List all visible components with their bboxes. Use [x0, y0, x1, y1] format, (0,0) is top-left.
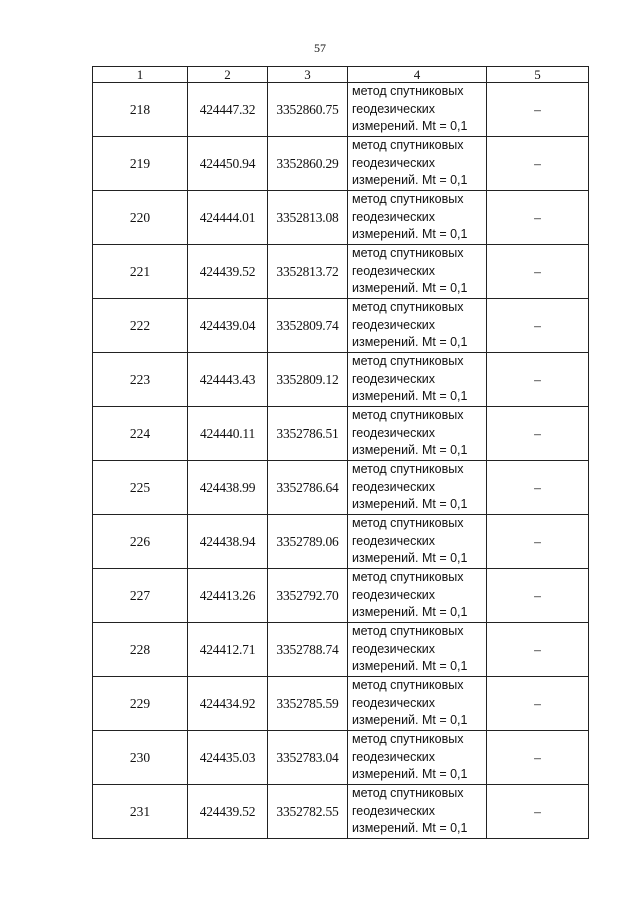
method-line: измерений. Mt = 0,1: [352, 659, 468, 674]
method-line: метод спутниковых: [352, 354, 464, 369]
method-line: измерений. Mt = 0,1: [352, 389, 468, 404]
method-line: измерений. Mt = 0,1: [352, 227, 468, 242]
method-line: геодезических: [352, 803, 436, 818]
note-cell: –: [487, 623, 589, 677]
method-line: метод спутниковых: [352, 732, 464, 747]
method-line: геодезических: [352, 587, 436, 602]
table-row: [93, 137, 589, 191]
table-row: [93, 407, 589, 461]
method-line: метод спутниковых: [352, 192, 464, 207]
method-cell: [348, 461, 487, 515]
note-cell: –: [487, 515, 589, 569]
point-number-cell: 220: [93, 191, 188, 245]
method-line: геодезических: [352, 263, 436, 278]
point-number-cell: 226: [93, 515, 188, 569]
method-line: геодезических: [352, 317, 436, 332]
method-line: метод спутниковых: [352, 678, 464, 693]
x-coordinate-cell: 424443.43: [188, 353, 268, 407]
method-line: метод спутниковых: [352, 408, 464, 423]
method-line: измерений. Mt = 0,1: [352, 551, 468, 566]
x-coordinate-cell: 424444.01: [188, 191, 268, 245]
note-cell: –: [487, 353, 589, 407]
method-cell: [348, 785, 487, 839]
method-line: измерений. Mt = 0,1: [352, 119, 468, 134]
table-row: [93, 677, 589, 731]
column-header-1: 1: [93, 67, 188, 83]
method-line: измерений. Mt = 0,1: [352, 335, 468, 350]
method-cell: [348, 677, 487, 731]
y-coordinate-cell: 3352809.12: [268, 353, 348, 407]
note-cell: –: [487, 677, 589, 731]
method-cell: [348, 569, 487, 623]
x-coordinate-cell: 424450.94: [188, 137, 268, 191]
column-header-3: 3: [268, 67, 348, 83]
column-header-2: 2: [188, 67, 268, 83]
note-cell: –: [487, 785, 589, 839]
method-cell: [348, 83, 487, 137]
method-line: измерений. Mt = 0,1: [352, 767, 468, 782]
table-row: [93, 83, 589, 137]
method-line: измерений. Mt = 0,1: [352, 821, 468, 836]
y-coordinate-cell: 3352783.04: [268, 731, 348, 785]
x-coordinate-cell: 424434.92: [188, 677, 268, 731]
x-coordinate-cell: 424447.32: [188, 83, 268, 137]
method-line: метод спутниковых: [352, 84, 464, 99]
method-line: геодезических: [352, 155, 436, 170]
y-coordinate-cell: 3352813.72: [268, 245, 348, 299]
table-body: [93, 83, 589, 839]
note-cell: –: [487, 137, 589, 191]
method-line: геодезических: [352, 209, 436, 224]
method-line: геодезических: [352, 371, 436, 386]
y-coordinate-cell: 3352860.75: [268, 83, 348, 137]
method-cell: [348, 407, 487, 461]
y-coordinate-cell: 3352782.55: [268, 785, 348, 839]
table-row: [93, 785, 589, 839]
y-coordinate-cell: 3352792.70: [268, 569, 348, 623]
point-number-cell: 223: [93, 353, 188, 407]
x-coordinate-cell: 424439.04: [188, 299, 268, 353]
x-coordinate-cell: 424435.03: [188, 731, 268, 785]
method-line: измерений. Mt = 0,1: [352, 281, 468, 296]
method-line: метод спутниковых: [352, 570, 464, 585]
note-cell: –: [487, 191, 589, 245]
x-coordinate-cell: 424438.94: [188, 515, 268, 569]
method-line: метод спутниковых: [352, 246, 464, 261]
column-header-5: 5: [487, 67, 589, 83]
note-cell: –: [487, 731, 589, 785]
point-number-cell: 221: [93, 245, 188, 299]
method-line: измерений. Mt = 0,1: [352, 713, 468, 728]
point-number-cell: 228: [93, 623, 188, 677]
table-row: [93, 623, 589, 677]
table-row: [93, 515, 589, 569]
method-cell: [348, 353, 487, 407]
column-header-4: 4: [348, 67, 487, 83]
method-cell: [348, 137, 487, 191]
point-number-cell: 219: [93, 137, 188, 191]
point-number-cell: 224: [93, 407, 188, 461]
point-number-cell: 222: [93, 299, 188, 353]
y-coordinate-cell: 3352785.59: [268, 677, 348, 731]
method-line: геодезических: [352, 479, 436, 494]
note-cell: –: [487, 461, 589, 515]
x-coordinate-cell: 424438.99: [188, 461, 268, 515]
method-line: метод спутниковых: [352, 300, 464, 315]
y-coordinate-cell: 3352809.74: [268, 299, 348, 353]
y-coordinate-cell: 3352786.51: [268, 407, 348, 461]
method-cell: [348, 515, 487, 569]
x-coordinate-cell: 424413.26: [188, 569, 268, 623]
note-cell: –: [487, 407, 589, 461]
method-cell: [348, 191, 487, 245]
note-cell: –: [487, 569, 589, 623]
point-number-cell: 230: [93, 731, 188, 785]
method-line: измерений. Mt = 0,1: [352, 497, 468, 512]
point-number-cell: 225: [93, 461, 188, 515]
note-cell: –: [487, 299, 589, 353]
method-line: геодезических: [352, 695, 436, 710]
method-line: геодезических: [352, 641, 436, 656]
table-row: [93, 461, 589, 515]
table-row: [93, 731, 589, 785]
method-line: измерений. Mt = 0,1: [352, 605, 468, 620]
x-coordinate-cell: 424440.11: [188, 407, 268, 461]
method-line: метод спутниковых: [352, 138, 464, 153]
coordinates-table: [92, 66, 589, 839]
table-row: [93, 353, 589, 407]
table-row: [93, 191, 589, 245]
method-line: измерений. Mt = 0,1: [352, 173, 468, 188]
method-line: геодезических: [352, 425, 436, 440]
method-cell: [348, 731, 487, 785]
table-header-row: [93, 67, 589, 83]
x-coordinate-cell: 424412.71: [188, 623, 268, 677]
point-number-cell: 229: [93, 677, 188, 731]
page-number: 57: [314, 41, 326, 55]
x-coordinate-cell: 424439.52: [188, 245, 268, 299]
table-row: [93, 245, 589, 299]
method-line: метод спутниковых: [352, 786, 464, 801]
method-line: геодезических: [352, 749, 436, 764]
y-coordinate-cell: 3352788.74: [268, 623, 348, 677]
x-coordinate-cell: 424439.52: [188, 785, 268, 839]
method-cell: [348, 623, 487, 677]
method-line: измерений. Mt = 0,1: [352, 443, 468, 458]
method-cell: [348, 299, 487, 353]
point-number-cell: 227: [93, 569, 188, 623]
y-coordinate-cell: 3352789.06: [268, 515, 348, 569]
y-coordinate-cell: 3352786.64: [268, 461, 348, 515]
method-line: метод спутниковых: [352, 624, 464, 639]
note-cell: –: [487, 245, 589, 299]
method-line: геодезических: [352, 533, 436, 548]
point-number-cell: 218: [93, 83, 188, 137]
table-row: [93, 569, 589, 623]
y-coordinate-cell: 3352860.29: [268, 137, 348, 191]
method-line: метод спутниковых: [352, 462, 464, 477]
method-line: метод спутниковых: [352, 516, 464, 531]
method-cell: [348, 245, 487, 299]
table-row: [93, 299, 589, 353]
point-number-cell: 231: [93, 785, 188, 839]
y-coordinate-cell: 3352813.08: [268, 191, 348, 245]
note-cell: –: [487, 83, 589, 137]
method-line: геодезических: [352, 101, 436, 116]
